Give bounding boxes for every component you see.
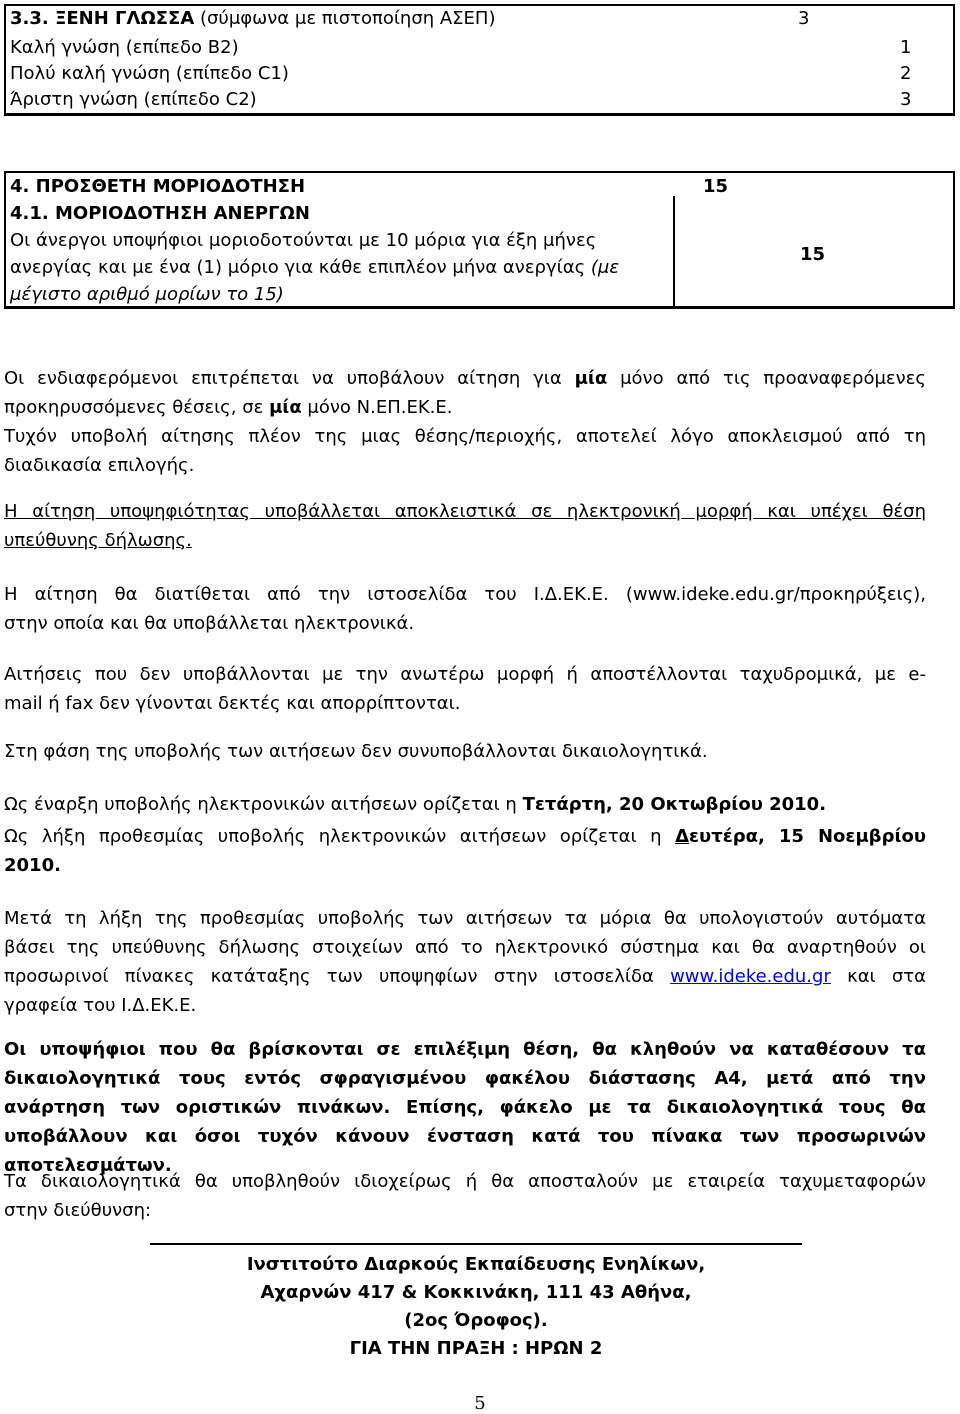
paragraph-start-date: Ως έναρξη υποβολής ηλεκτρονικών αιτήσεων ορίζεται η Τετάρτη, 20 Οκτωβρίου 2010. [4,794,827,815]
language-row-label: Καλή γνώση (επίπεδο Β2) [10,37,239,58]
language-row-points: 1 [900,37,912,58]
scoring-heading: 4. ΠΡΟΣΘΕΤΗ ΜΟΡΙΟΔΟΤΗΣΗ [10,176,306,197]
address-line: (2ος Όροφος). [404,1310,548,1331]
language-row-label: Άριστη γνώση (επίπεδο C2) [10,89,257,110]
paragraph-submit-documents: Οι υποψήφιοι που θα βρίσκονται σε επιλέξιμη θέση, θα κληθούν να καταθέσουν τα δικαιολογητικά τους εντός σφραγισμένου φακέλου διάστασης Α4, μετά από την ανάρτηση των οριστικών πινάκων. Επίσης, φάκελο με τα δικαιολογητικά τους θα υποβάλλουν και όσοι τυχόν κάνουν ένσταση κατά του πίνακα των προσωρινών αποτελεσμάτων. [4,1039,926,1176]
paragraph-no-documents: Στη φάση της υποβολής των αιτήσεων δεν συνυποβάλλονται δικαιολογητικά. [4,741,708,762]
paragraph-single-application: Οι ενδιαφερόμενοι επιτρέπεται να υποβάλουν αίτηση για μία μόνο από τις προαναφερόμενες προκηρυσσόμενες θέσεις, σε μία μόνο Ν.ΕΠ.ΕΚ.Ε. Τυχόν υποβολή αίτησης πλέον της μιας θέσης/περιοχής, αποτελεί λόγο αποκλεισμού από τη διαδικασία επιλογής. [4,368,926,476]
address-line: Ινστιτούτο Διαρκούς Εκπαίδευσης Ενηλίκων, [246,1254,706,1275]
paragraph-courier: Τα δικαιολογητικά θα υποβληθούν ιδιοχείρως ή θα αποσταλούν με εταιρεία ταχυμεταφορών στην διεύθυνση: [4,1171,926,1221]
scoring-text-line: Οι άνεργοι υποψήφιοι μοριοδοτούνται με 10 μόρια για έξη μήνες [10,230,597,251]
scoring-text-line: μέγιστο αριθμό μορίων το 15) [10,284,284,305]
scoring-text-line: ανεργίας και με ένα (1) μόριο για κάθε επιπλέον μήνα ανεργίας (με [10,257,620,278]
paragraph-end-date: Ως λήξη προθεσμίας υποβολής ηλεκτρονικών αιτήσεων ορίζεται η Δευτέρα, 15 Νοεμβρίου 2010. [4,826,926,876]
language-heading-points: 3 [798,8,810,29]
language-row-points: 3 [900,89,912,110]
language-heading: 3.3. ΞΕΝΗ ΓΛΩΣΣΑ (σύμφωνα με πιστοποίηση ΑΣΕΠ) [10,8,496,29]
page-number: 5 [474,1393,486,1414]
address-line: ΓΙΑ ΤΗΝ ΠΡΑΞΗ : ΗΡΩΝ 2 [349,1338,603,1359]
paragraph-website: Η αίτηση θα διατίθεται από την ιστοσελίδα του Ι.Δ.ΕΚ.Ε. (www.ideke.edu.gr/προκηρύξεις), στην οποία και θα υποβάλλεται ηλεκτρονικά. [4,584,926,634]
address-line: Αχαρνών 417 & Κοκκινάκη, 111 43 Αθήνα, [260,1282,692,1303]
paragraph-electronic-only: Η αίτηση υποψηφιότητας υποβάλλεται αποκλειστικά σε ηλεκτρονική μορφή και υπέχει θέση υπεύθυνης δήλωσης. [4,501,926,551]
address-block [150,1243,802,1363]
scoring-subheading: 4.1. ΜΟΡΙΟΔΟΤΗΣΗ ΑΝΕΡΓΩΝ [10,203,310,224]
language-row-label: Πολύ καλή γνώση (επίπεδο C1) [10,63,289,84]
scoring-column-divider [673,196,675,308]
scoring-points: 15 [800,244,826,265]
paragraph-scoring-process: Μετά τη λήξη της προθεσμίας υποβολής των αιτήσεων τα μόρια θα υπολογιστούν αυτόματα βάσει της υπεύθυνης δήλωσης στοιχείων από το ηλεκτρονικό σύστημα και θα αναρτηθούν οι προσωρινοί πίνακες κατάταξης των υποψηφίων στην ιστοσελίδα www.ideke.edu.gr και στα γραφεία του Ι.Δ.ΕΚ.Ε. [4,908,926,1016]
paragraph-rejected: Αιτήσεις που δεν υποβάλλονται με την ανωτέρω μορφή ή αποστέλλονται ταχυδρομικά, με e- mail ή fax δεν γίνονται δεκτές και απορρίπτονται. [4,664,926,714]
scoring-heading-points: 15 [703,176,729,197]
language-row-points: 2 [900,63,912,84]
website-link[interactable]: www.ideke.edu.gr [670,966,831,987]
